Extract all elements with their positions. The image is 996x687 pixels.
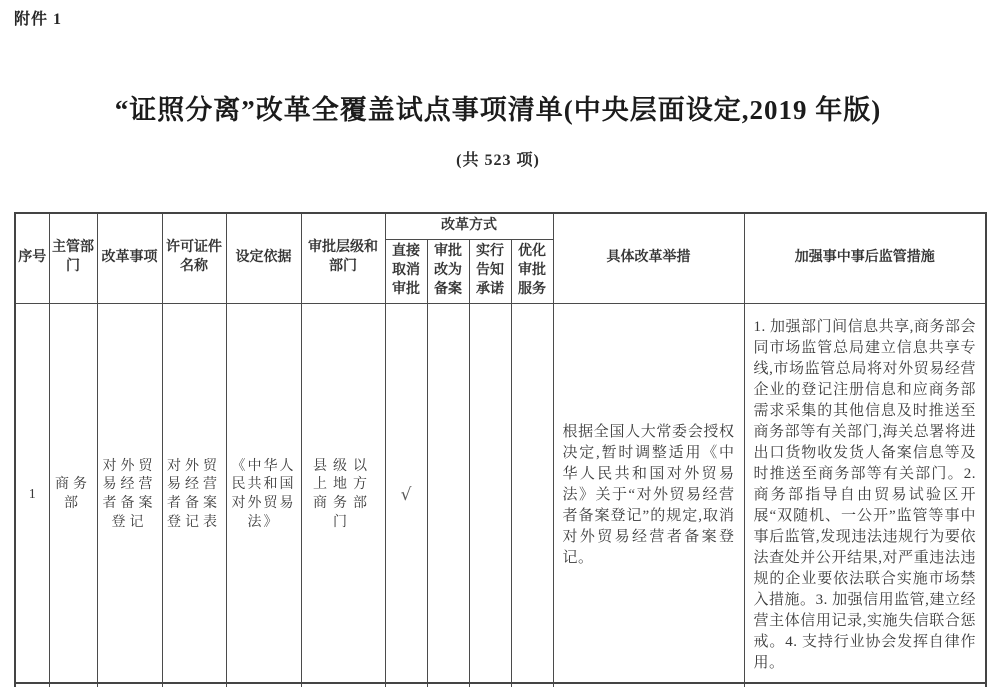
cell-approval-level: 县级以上地方商务部门	[301, 303, 385, 687]
cell-index: 1	[15, 303, 49, 687]
cell-license-name: 对外贸易经营者备案登记表	[162, 303, 226, 687]
cell-optimize-mark	[511, 303, 553, 687]
page-title: “证照分离”改革全覆盖试点事项清单(中央层面设定,2019 年版)	[114, 95, 882, 125]
attachment-label: 附件 1	[14, 11, 63, 28]
partial-cell	[744, 683, 986, 687]
cell-reform-item: 对外贸易经营者备案登记	[97, 303, 162, 687]
header-department: 主管部门	[49, 213, 97, 303]
header-approval-level: 审批层级和部门	[301, 213, 385, 303]
partial-cell	[97, 683, 162, 687]
reform-items-table	[14, 212, 987, 687]
partial-cell	[553, 683, 744, 687]
cell-to-filing-mark	[427, 303, 469, 687]
header-notification-commitment: 实行告知承诺	[469, 239, 511, 303]
partial-cell	[301, 683, 385, 687]
cell-cancel-checkmark: √	[385, 303, 427, 687]
header-license-name: 许可证件名称	[162, 213, 226, 303]
cell-department: 商务部	[49, 303, 97, 687]
cell-supervision: 1. 加强部门间信息共享,商务部会同市场监管总局建立信息共享专线,市场监管总局将对外贸易经营企业的登记注册信息和应商务部需求采集的其他信息及时推送至商务部等有关部门,海关总署将进出口货物收发货人备案信息等及时推送至商务部等有关部门。2. 商务部指导自由贸易试验区开展“双随机、一公开”监管等事中事后监管,发现违法违规行为要依法查处并公开结果,对严重违法违规的企业要依法联合实施市场禁入措施。3. 加强信用监管,建立经营主体信用记录,实施失信联合惩戒。4. 支持行业协会发挥自律作用。	[744, 303, 986, 687]
header-cancel-approval: 直接取消审批	[385, 239, 427, 303]
partial-cell	[226, 683, 301, 687]
partial-cell	[427, 683, 469, 687]
page-subtitle: (共 523 项)	[456, 152, 540, 169]
header-supervision: 加强事中事后监管措施	[744, 213, 986, 303]
next-table-row-partial	[15, 683, 986, 687]
header-legal-basis: 设定依据	[226, 213, 301, 303]
header-reform-method-group: 改革方式	[385, 213, 553, 239]
header-index: 序号	[15, 213, 49, 303]
header-change-to-filing: 审批改为备案	[427, 239, 469, 303]
table-row	[15, 303, 986, 687]
partial-cell	[15, 683, 49, 687]
cell-measures: 根据全国人大常委会授权决定,暂时调整适用《中华人民共和国对外贸易法》关于“对外贸易经营者备案登记”的规定,取消对外贸易经营者备案登记。	[553, 303, 744, 687]
partial-cell	[162, 683, 226, 687]
partial-cell	[469, 683, 511, 687]
partial-cell	[511, 683, 553, 687]
header-measures: 具体改革举措	[553, 213, 744, 303]
header-optimize-service: 优化审批服务	[511, 239, 553, 303]
partial-cell	[49, 683, 97, 687]
cell-legal-basis: 《中华人民共和国对外贸易法》	[226, 303, 301, 687]
header-reform-item: 改革事项	[97, 213, 162, 303]
next-row-fragment	[14, 682, 987, 687]
cell-notification-mark	[469, 303, 511, 687]
partial-cell	[385, 683, 427, 687]
